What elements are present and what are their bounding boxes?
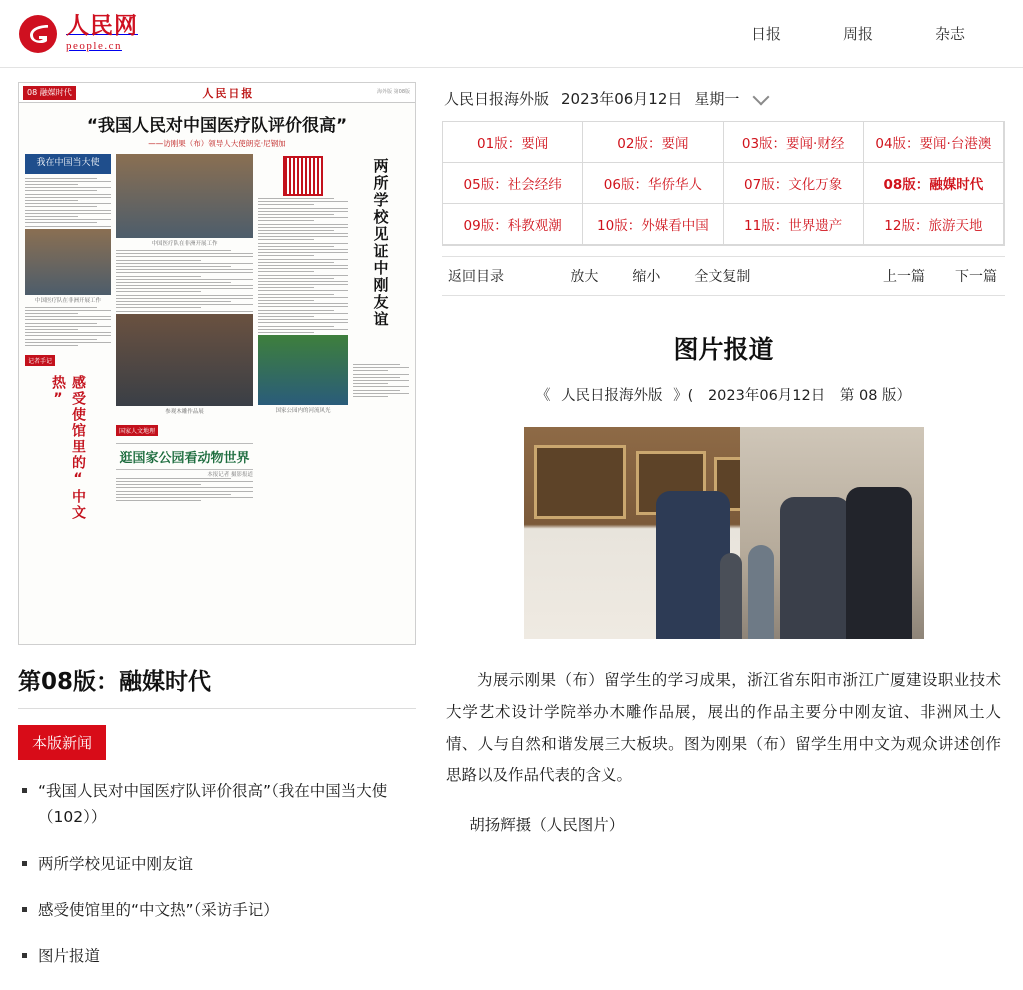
photo-person-guide [656,491,730,639]
paper-text-block [25,307,111,346]
right-column [442,82,1005,852]
page-cell-11[interactable]: 11版：世界遗产 [723,203,864,245]
issue-paper-name: 人民日报海外版 [444,90,550,108]
newspaper-page-thumbnail[interactable] [18,82,416,645]
paper-text-block [25,178,111,227]
section-tab-local-news[interactable]: 本版新闻 [18,725,106,760]
paper-column-1 [25,154,111,545]
toolbar-left-group [442,266,504,286]
nav-magazine[interactable]: 杂志 [934,26,965,43]
main-content [0,68,1023,990]
paper-page-badge: 08 融媒时代 [23,86,76,100]
page-cell-01[interactable]: 01版：要闻 [442,121,583,163]
page-cell-07[interactable]: 07版：文化万象 [723,162,864,204]
left-column [18,82,416,990]
paper-blue-box: 我在中国当大使 [25,154,111,174]
article-date: 2023年06月12日 [707,388,826,404]
page-cell-06[interactable]: 06版：华侨华人 [582,162,723,204]
news-link[interactable]: 两所学校见证中刚友谊 [38,854,194,873]
next-article-button[interactable]: 下一篇 [954,269,997,285]
paper-text-block [116,250,253,312]
page-cell-04[interactable]: 04版：要闻·台港澳 [863,121,1004,163]
paper-caption-3: 国家公园内的河流风光 [275,408,331,415]
paper-column-4 [353,154,409,545]
article-source: 人民日报海外版 [561,388,663,404]
page-cell-05[interactable]: 05版：社会经纬 [442,162,583,204]
paper-column-3 [258,154,348,545]
page-index-grid [442,121,1005,246]
paper-micro-info: 海外版 第08版 [377,88,410,95]
page-cell-09[interactable]: 09版：科教观潮 [442,203,583,245]
nav-daily[interactable]: 日报 [750,26,781,43]
article-photo-credit: 胡扬辉摄（人民图片） [469,816,625,835]
article-photo-wood-carving-exhibition [524,427,924,639]
paper-headline: “我国人民对中国医疗队评价很高” [86,116,348,136]
paper-masthead: 人民日报 [202,86,255,100]
site-logo[interactable] [18,14,138,54]
photo-person-background [720,553,742,639]
list-item[interactable] [18,943,416,969]
chevron-down-icon[interactable] [753,88,770,105]
paper-vertical-headline: 两所学校见证中刚友谊 [371,158,390,328]
copy-all-button[interactable]: 全文复制 [694,269,751,285]
previous-article-button[interactable]: 上一篇 [882,269,925,285]
issue-date: 2023年06月12日 [561,90,683,108]
news-link[interactable]: 图片报道 [38,947,101,966]
news-link[interactable]: “我国人民对中国医疗队评价很高”（我在中国当大使（102）） [38,782,388,827]
article-title: 图片报道 [673,335,774,364]
article-body [446,665,1001,842]
page-title: 第08版：融媒时代 [18,669,212,695]
section-tab-wrapper [18,725,416,760]
photo-person-visitor-1 [780,497,850,639]
article-toolbar [442,256,1005,296]
paper-photo-nature [258,335,348,405]
list-item[interactable] [18,897,416,923]
paper-top-strip [19,83,415,103]
photo-person-background [748,545,774,639]
paper-byline: 本报记者 摄影报道 [207,471,253,478]
top-nav [751,23,1005,44]
site-header [0,0,1023,68]
people-cn-logo-icon [18,14,58,54]
issue-weekday: 星期一 [694,90,740,108]
zoom-out-button[interactable]: 缩小 [632,269,661,285]
paper-section-title: 逛国家公园看动物世界 [116,443,253,470]
paper-text-block [353,364,409,397]
paper-vertical-red-headline: 感受使馆里的“中文热” [50,375,86,522]
photo-frame [534,445,626,519]
toolbar-middle-group [570,266,750,286]
paper-photo-portrait [25,229,111,295]
paper-caption-2: 参观木雕作品展 [165,408,204,415]
issue-selector[interactable] [442,82,1005,121]
article-meta [442,384,1005,405]
paper-text-block [258,198,348,333]
paper-columns [19,154,415,545]
paper-photo-gallery [116,314,253,406]
logo-title-en: people.cn [66,40,122,52]
article-page-label: 第 08 版） [839,388,912,404]
logo-title-cn: 人民网 [66,13,138,39]
paper-caption-1: 中国医疗队在非洲开展工作 [34,297,101,304]
page-cell-12[interactable]: 12版：旅游天地 [863,203,1004,245]
paper-photo-main [116,154,253,238]
meta-close-bracket: 》( [673,388,694,404]
photo-person-visitor-2 [846,487,912,639]
paper-column-2 [116,154,253,545]
page-cell-08[interactable]: 08版：融媒时代 [863,162,1004,204]
nav-weekly[interactable]: 周报 [842,26,873,43]
zoom-in-button[interactable]: 放大 [570,269,599,285]
list-item[interactable] [18,851,416,877]
paper-text-block [116,478,253,501]
paper-caption-1b: 中国医疗队在非洲开展工作 [151,241,218,247]
list-item[interactable] [18,778,416,831]
divider [18,708,416,709]
meta-open-bracket: 《 [535,388,551,404]
news-list [18,778,416,970]
paper-subhead: ——访刚果（布）领导人大使朗克·尼钢加 [148,139,286,148]
qr-code-icon [283,156,323,196]
news-link[interactable]: 感受使馆里的“中文热”（采访手记） [38,901,279,920]
page-cell-03[interactable]: 03版：要闻·财经 [723,121,864,163]
toolbar-right-group [883,266,1005,286]
page-cell-10[interactable]: 10版：外媒看中国 [582,203,723,245]
logo-text [66,15,138,52]
page-cell-02[interactable]: 02版：要闻 [582,121,723,163]
article-paragraph: 为展示刚果（布）留学生的学习成果，浙江省东阳市浙江广厦建设职业技术大学艺术设计学院举办木雕作品展，展出的作品主要分中刚友谊、非洲风土人情、人与自然和谐发展三大板块。图为刚果（布）留学生用中文为观众讲述创作思路以及作品代表的含义。 [446,671,1001,785]
paper-red-tag-1: 记者手记 [25,355,55,366]
paper-red-tag-2: 国家人文地理 [116,425,158,436]
back-to-index-button[interactable]: 返回目录 [448,269,504,285]
